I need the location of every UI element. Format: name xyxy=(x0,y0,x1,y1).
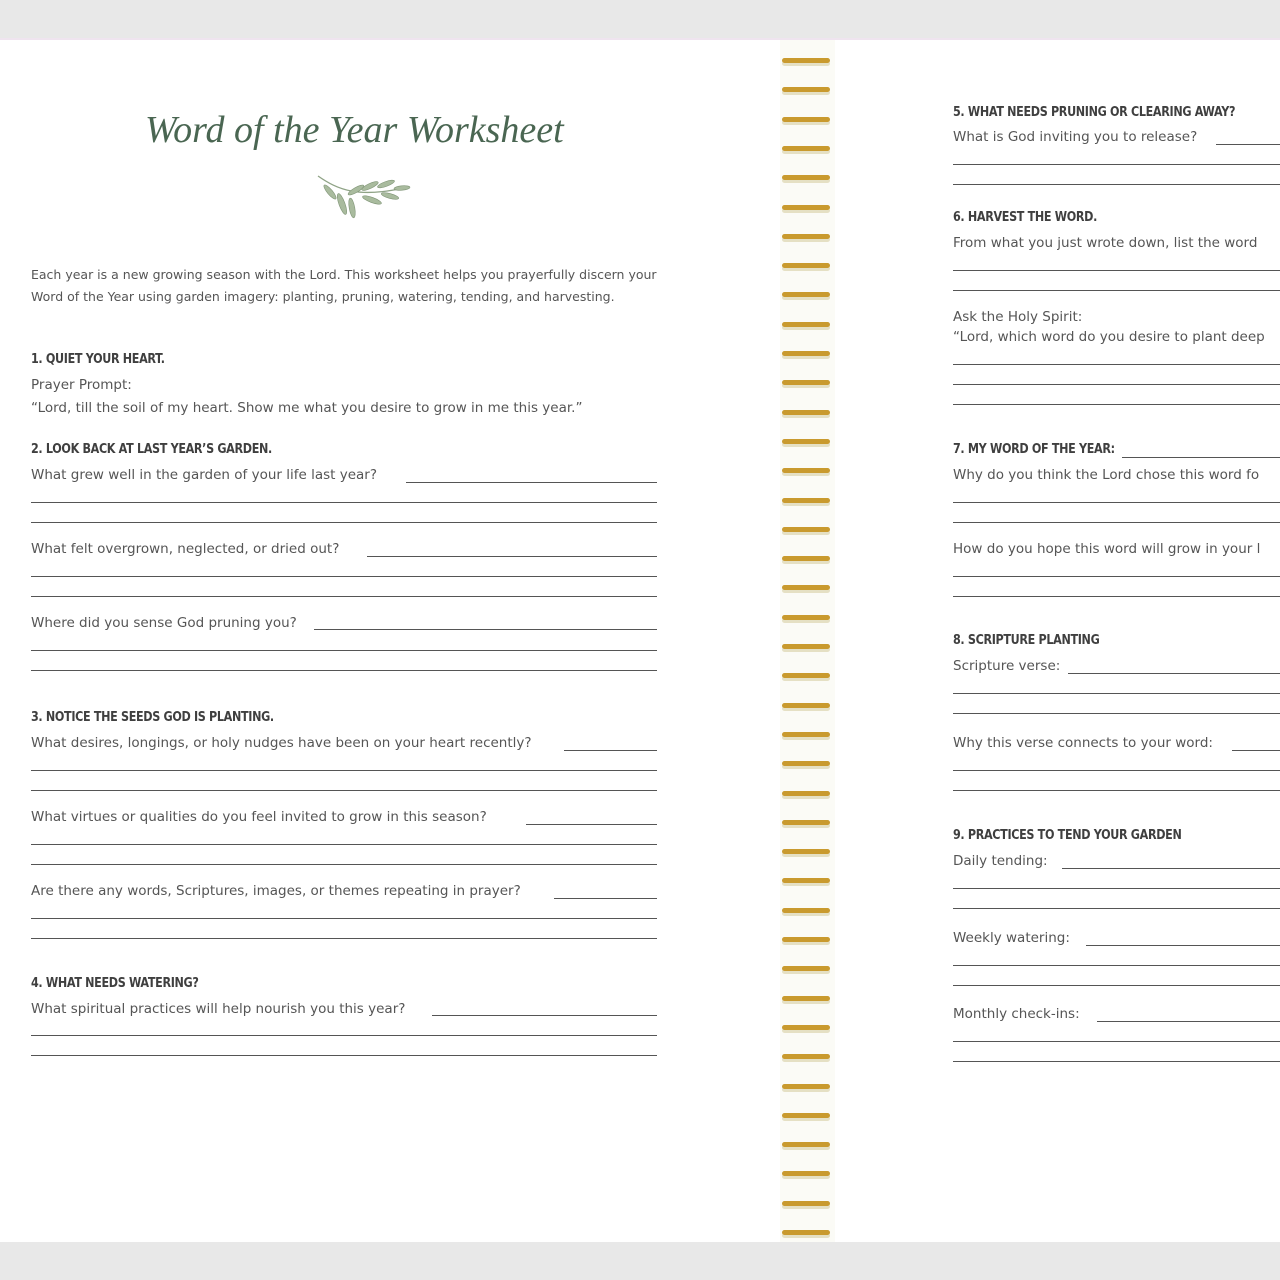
spiral-coil xyxy=(782,351,830,356)
spiral-coil xyxy=(782,468,830,473)
spiral-coil xyxy=(782,878,830,883)
section-9-question-3: Monthly check-ins: xyxy=(953,1006,1080,1022)
answer-line[interactable] xyxy=(31,670,657,671)
spiral-coil xyxy=(782,234,830,239)
answer-line[interactable] xyxy=(31,502,657,503)
answer-line[interactable] xyxy=(953,1061,1280,1062)
spiral-coil xyxy=(782,439,830,444)
spiral-coil xyxy=(782,1025,830,1030)
answer-line[interactable] xyxy=(953,290,1280,291)
section-9-heading: 9. PRACTICES TO TEND YOUR GARDEN xyxy=(953,828,1182,843)
answer-line[interactable] xyxy=(953,713,1280,714)
answer-line[interactable] xyxy=(953,596,1280,597)
answer-line[interactable] xyxy=(31,790,657,791)
section-2-heading: 2. LOOK BACK AT LAST YEAR’S GARDEN. xyxy=(31,442,272,457)
section-2-question-2: What felt overgrown, neglected, or dried out? xyxy=(31,541,340,557)
answer-line[interactable] xyxy=(314,629,657,630)
answer-line[interactable] xyxy=(31,864,657,865)
answer-line[interactable] xyxy=(31,1055,657,1056)
spiral-coil xyxy=(782,996,830,1001)
answer-line[interactable] xyxy=(31,844,657,845)
answer-line[interactable] xyxy=(953,502,1280,503)
section-8-heading: 8. SCRIPTURE PLANTING xyxy=(953,633,1100,648)
answer-line[interactable] xyxy=(953,164,1280,165)
answer-line[interactable] xyxy=(31,918,657,919)
spiral-coil xyxy=(782,585,830,590)
spiral-coil xyxy=(782,380,830,385)
spiral-coil xyxy=(782,1054,830,1059)
answer-line[interactable] xyxy=(564,750,657,751)
intro-line-2: Word of the Year using garden imagery: planting, pruning, watering, tending, and harvesting. xyxy=(31,289,615,304)
answer-line[interactable] xyxy=(953,770,1280,771)
section-6-question-1: From what you just wrote down, list the word xyxy=(953,235,1258,251)
spiral-coil xyxy=(782,1084,830,1089)
section-7-question-2: How do you hope this word will grow in your l xyxy=(953,541,1261,557)
section-4-question-1: What spiritual practices will help nourish you this year? xyxy=(31,1001,406,1017)
spiral-coil xyxy=(782,966,830,971)
spiral-coil xyxy=(782,820,830,825)
answer-line[interactable] xyxy=(953,522,1280,523)
spiral-coil xyxy=(782,937,830,942)
spiral-coil xyxy=(782,1201,830,1206)
spiral-coil xyxy=(782,849,830,854)
answer-line[interactable] xyxy=(953,184,1280,185)
spiral-coil xyxy=(782,205,830,210)
answer-line[interactable] xyxy=(953,576,1280,577)
answer-line[interactable] xyxy=(953,270,1280,271)
spiral-coil xyxy=(782,527,830,532)
spiral-coil xyxy=(782,1230,830,1235)
spiral-coil xyxy=(782,732,830,737)
answer-line[interactable] xyxy=(31,938,657,939)
answer-line[interactable] xyxy=(953,790,1280,791)
answer-line[interactable] xyxy=(1122,457,1280,458)
section-1-quote: “Lord, till the soil of my heart. Show me what you desire to grow in me this year.” xyxy=(31,400,583,416)
spiral-coil xyxy=(782,791,830,796)
section-7-heading: 7. MY WORD OF THE YEAR: xyxy=(953,442,1115,457)
answer-line[interactable] xyxy=(1062,868,1280,869)
answer-line[interactable] xyxy=(31,770,657,771)
section-6-quote: “Lord, which word do you desire to plant deep xyxy=(953,329,1265,345)
answer-line[interactable] xyxy=(1086,945,1280,946)
spiral-coil xyxy=(782,1113,830,1118)
answer-line[interactable] xyxy=(1097,1021,1280,1022)
spiral-coil xyxy=(782,58,830,63)
spiral-coil xyxy=(782,673,830,678)
spiral-binding xyxy=(780,40,835,1242)
spiral-coil xyxy=(782,615,830,620)
section-3-question-2: What virtues or qualities do you feel invited to grow in this season? xyxy=(31,809,487,825)
answer-line[interactable] xyxy=(953,985,1280,986)
worksheet-title: Word of the Year Worksheet xyxy=(145,109,564,151)
answer-line[interactable] xyxy=(31,596,657,597)
answer-line[interactable] xyxy=(31,1035,657,1036)
answer-line[interactable] xyxy=(953,693,1280,694)
answer-line[interactable] xyxy=(406,482,657,483)
spiral-coil xyxy=(782,556,830,561)
section-9-question-2: Weekly watering: xyxy=(953,930,1070,946)
section-3-heading: 3. NOTICE THE SEEDS GOD IS PLANTING. xyxy=(31,710,274,725)
spiral-coil xyxy=(782,146,830,151)
section-3-question-1: What desires, longings, or holy nudges have been on your heart recently? xyxy=(31,735,532,751)
answer-line[interactable] xyxy=(31,522,657,523)
spiral-coil xyxy=(782,703,830,708)
answer-line[interactable] xyxy=(1068,673,1280,674)
section-5-question-1: What is God inviting you to release? xyxy=(953,129,1198,145)
answer-line[interactable] xyxy=(953,888,1280,889)
section-9-question-1: Daily tending: xyxy=(953,853,1048,869)
spiral-coil xyxy=(782,410,830,415)
section-2-question-3: Where did you sense God pruning you? xyxy=(31,615,297,631)
answer-line[interactable] xyxy=(1232,750,1280,751)
answer-line[interactable] xyxy=(31,576,657,577)
section-2-question-1: What grew well in the garden of your life last year? xyxy=(31,467,378,483)
spiral-coil xyxy=(782,87,830,92)
spiral-coil xyxy=(782,908,830,913)
answer-line[interactable] xyxy=(953,364,1280,365)
intro-line-1: Each year is a new growing season with the Lord. This worksheet helps you prayerfully discern your xyxy=(31,267,657,282)
answer-line[interactable] xyxy=(367,556,657,557)
answer-line[interactable] xyxy=(31,650,657,651)
section-1-label: Prayer Prompt: xyxy=(31,377,132,393)
answer-line[interactable] xyxy=(526,824,657,825)
section-8-question-2: Why this verse connects to your word: xyxy=(953,735,1213,751)
spiral-coil xyxy=(782,644,830,649)
section-1-heading: 1. QUIET YOUR HEART. xyxy=(31,352,165,367)
spiral-coil xyxy=(782,175,830,180)
spiral-coil xyxy=(782,1171,830,1176)
answer-line[interactable] xyxy=(953,908,1280,909)
spiral-coil xyxy=(782,1142,830,1147)
spiral-coil xyxy=(782,322,830,327)
answer-line[interactable] xyxy=(953,404,1280,405)
section-5-heading: 5. WHAT NEEDS PRUNING OR CLEARING AWAY? xyxy=(953,105,1236,120)
olive-branch-icon xyxy=(312,170,412,225)
answer-line[interactable] xyxy=(1216,144,1280,145)
section-8-question-1: Scripture verse: xyxy=(953,658,1061,674)
section-3-question-3: Are there any words, Scriptures, images, or themes repeating in prayer? xyxy=(31,883,521,899)
spiral-coil xyxy=(782,117,830,122)
answer-line[interactable] xyxy=(432,1015,657,1016)
spiral-coil xyxy=(782,761,830,766)
spiral-coil xyxy=(782,292,830,297)
answer-line[interactable] xyxy=(953,384,1280,385)
answer-line[interactable] xyxy=(953,1041,1280,1042)
section-6-heading: 6. HARVEST THE WORD. xyxy=(953,210,1098,225)
answer-line[interactable] xyxy=(953,965,1280,966)
answer-line[interactable] xyxy=(554,898,657,899)
spiral-coil xyxy=(782,263,830,268)
spiral-coil xyxy=(782,498,830,503)
section-4-heading: 4. WHAT NEEDS WATERING? xyxy=(31,976,199,991)
section-6-label: Ask the Holy Spirit: xyxy=(953,309,1083,325)
section-7-question-1: Why do you think the Lord chose this word fo xyxy=(953,467,1260,483)
